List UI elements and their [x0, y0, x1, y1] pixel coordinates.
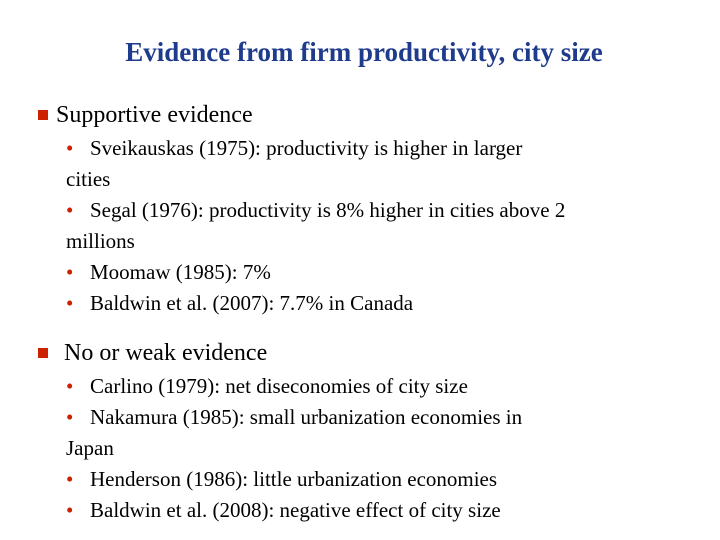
list-item-text: Baldwin et al. (2008): negative effect of city size [90, 498, 501, 522]
list-item-continuation: cities [66, 167, 111, 191]
bullet-dot-icon: • [66, 198, 74, 222]
section-heading-text: No or weak evidence [64, 340, 268, 366]
list-item [66, 371, 522, 402]
list-item-text: Nakamura (1985): small urbanization economies in [90, 405, 523, 429]
list-item [66, 288, 565, 319]
square-bullet-icon [38, 110, 48, 120]
supportive-evidence-list [66, 133, 565, 319]
list-item-text: Sveikauskas (1975): productivity is higher in larger [90, 136, 523, 160]
list-item-text: Segal (1976): productivity is 8% higher in cities above 2 [90, 198, 566, 222]
list-item [66, 495, 522, 526]
bullet-dot-icon: • [66, 260, 74, 284]
list-item [66, 464, 522, 495]
list-item [66, 195, 565, 257]
bullet-dot-icon: • [66, 136, 74, 160]
list-item-text: Moomaw (1985): 7% [90, 260, 271, 284]
bullet-dot-icon: • [66, 467, 74, 491]
square-bullet-icon [38, 348, 48, 358]
bullet-dot-icon: • [66, 374, 74, 398]
list-item [66, 133, 565, 195]
list-item-text: Baldwin et al. (2007): 7.7% in Canada [90, 291, 414, 315]
list-item [66, 257, 565, 288]
list-item-text: Henderson (1986): little urbanization economies [90, 467, 498, 491]
section-heading-weak [38, 338, 267, 368]
list-item [66, 402, 522, 464]
bullet-dot-icon: • [66, 291, 74, 315]
section-heading-text: Supportive evidence [56, 102, 253, 128]
list-item-continuation: Japan [66, 436, 114, 460]
list-item-continuation: millions [66, 229, 135, 253]
list-item-text: Carlino (1979): net diseconomies of city size [90, 374, 468, 398]
weak-evidence-list [66, 371, 522, 526]
slide-title: Evidence from firm productivity, city size [125, 37, 603, 67]
section-heading-supportive [38, 100, 253, 130]
bullet-dot-icon: • [66, 405, 74, 429]
bullet-dot-icon: • [66, 498, 74, 522]
